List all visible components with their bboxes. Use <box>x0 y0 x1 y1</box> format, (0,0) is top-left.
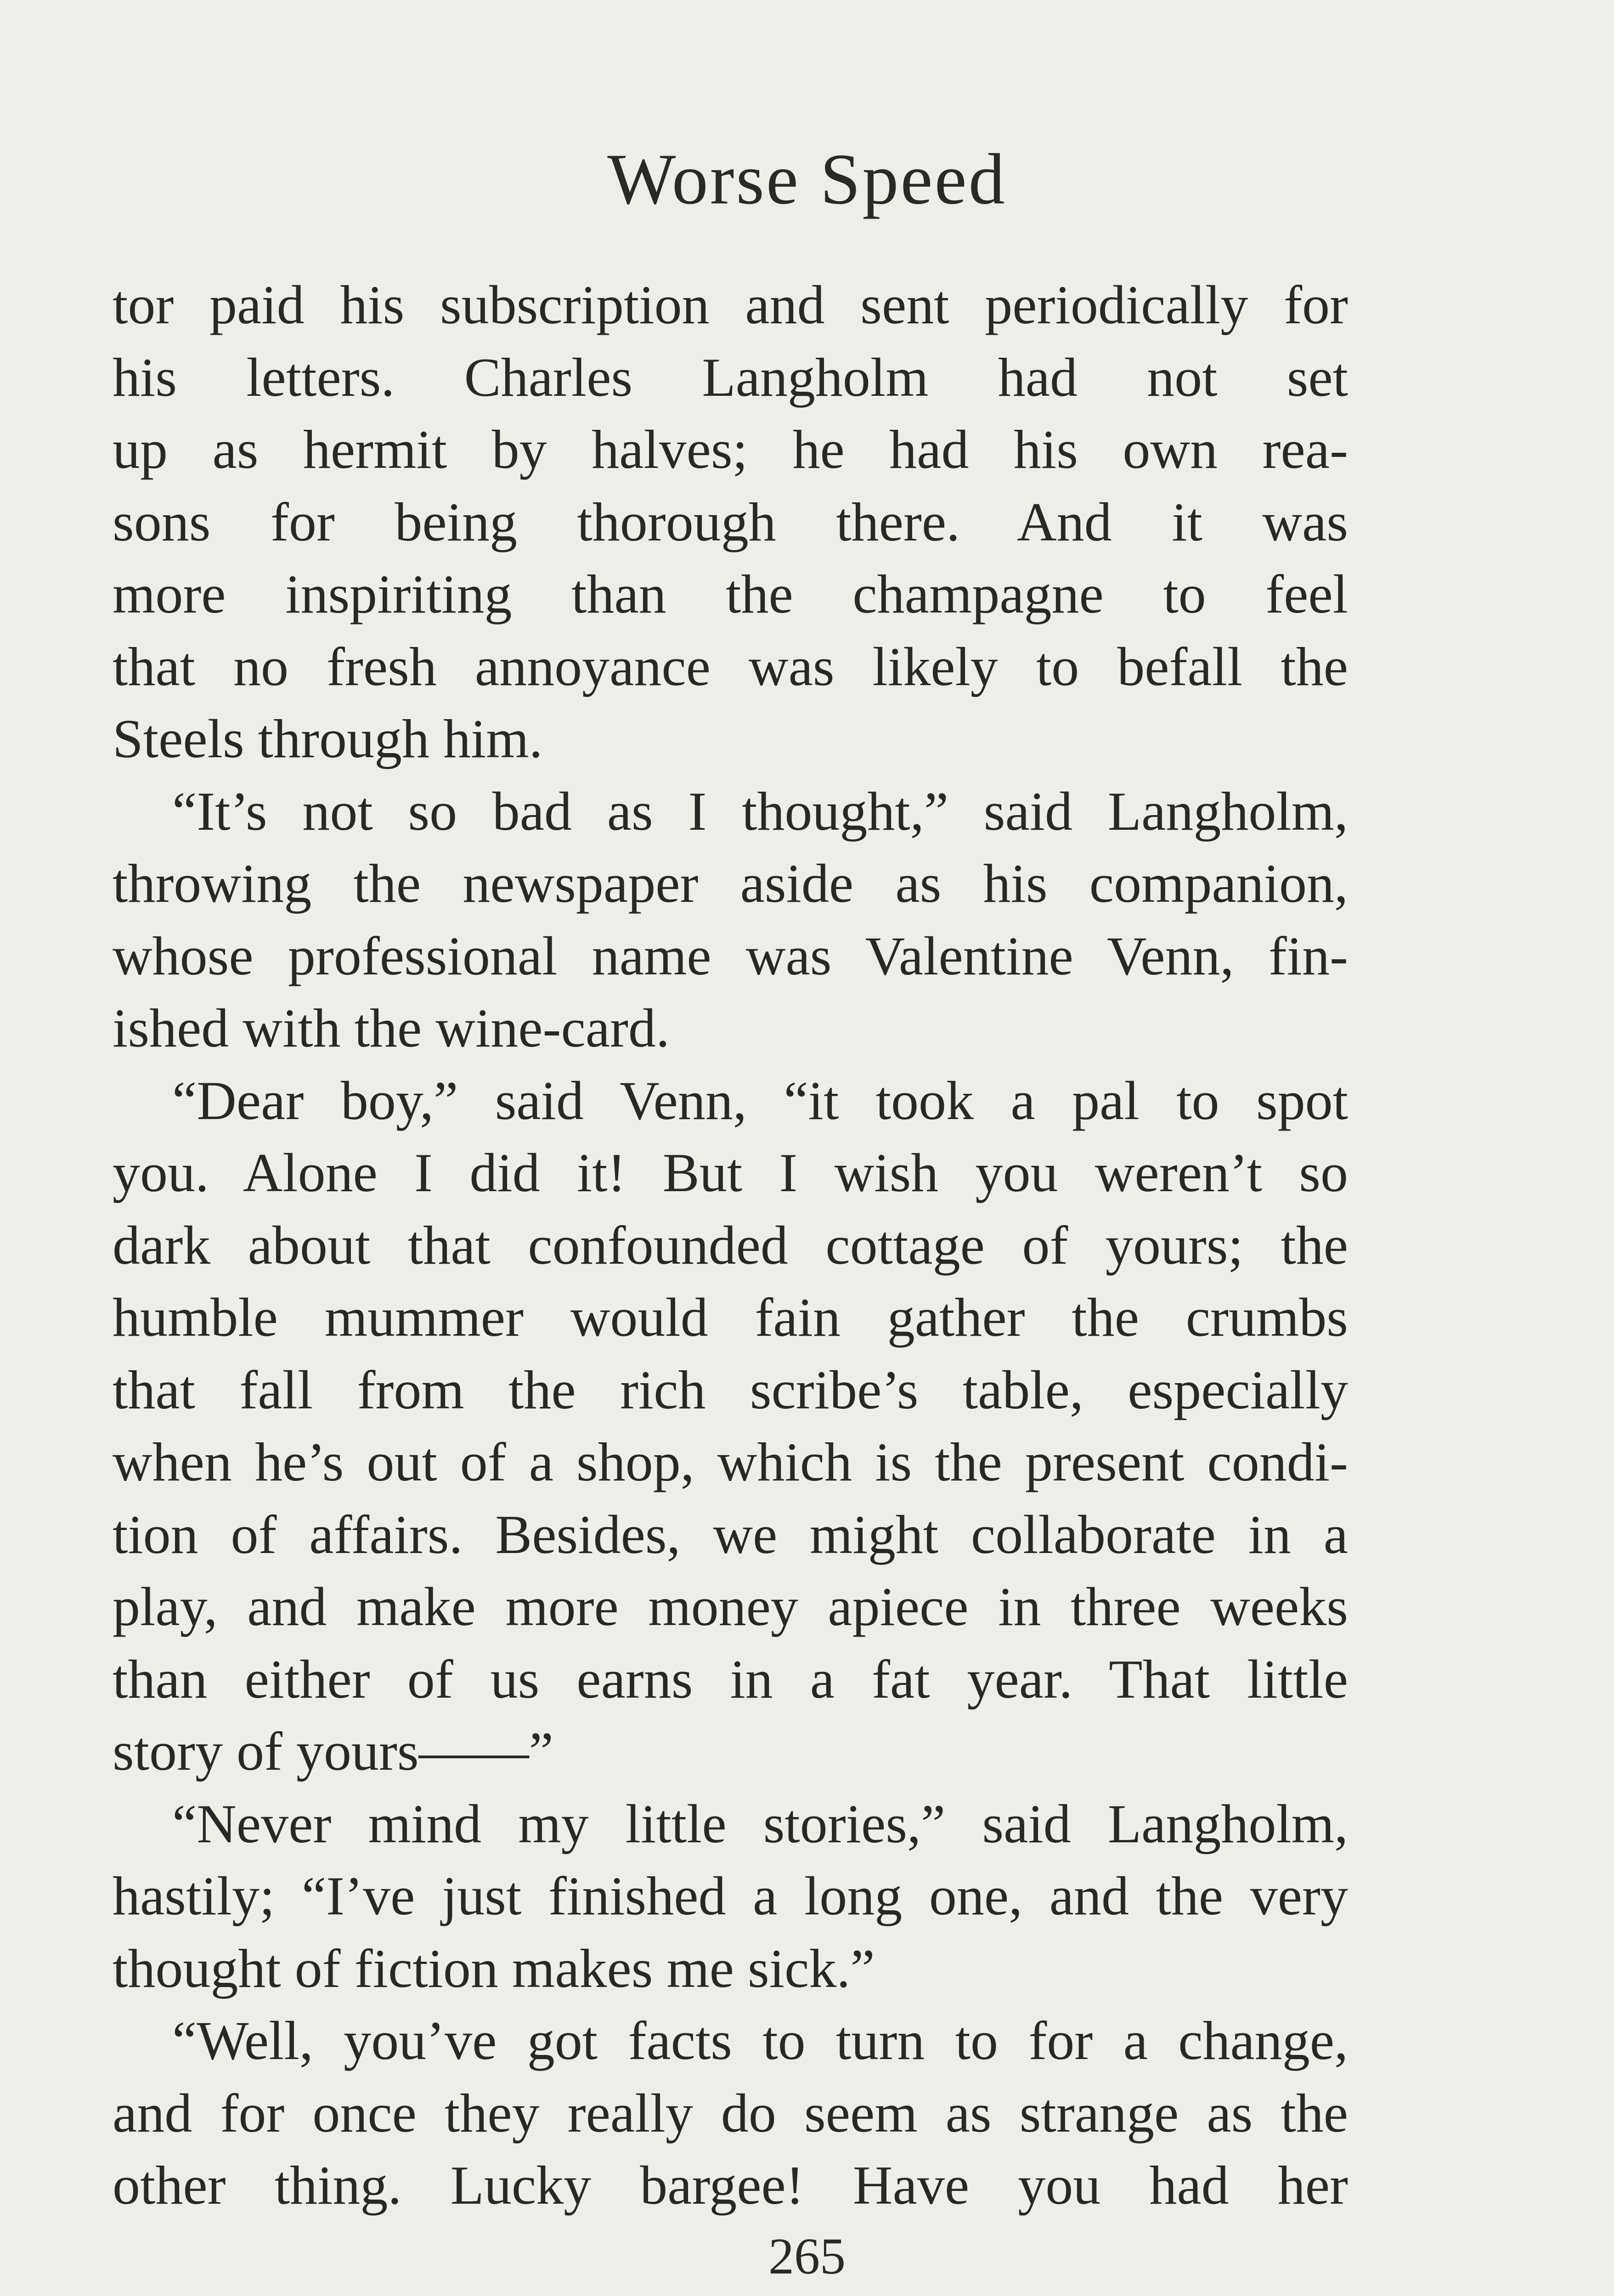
page-number: 265 <box>768 2228 846 2285</box>
text-line: “Well, you’ve got facts to turn to for a change, <box>172 2010 1348 2071</box>
text-line: “It’s not so bad as I thought,” said Langholm, <box>172 780 1348 842</box>
text-line: up as hermit by halves; he had his own rea- <box>113 419 1348 480</box>
text-line: that no fresh annoyance was likely to befall the <box>113 636 1348 697</box>
text-line: hastily; “I’ve just finished a long one, and the very <box>113 1865 1348 1926</box>
text-line: sons for being thorough there. And it was <box>113 491 1348 552</box>
body-text <box>113 269 1348 2222</box>
text-line: Steels through him. <box>113 708 543 769</box>
text-line: that fall from the rich scribe’s table, especially <box>113 1359 1348 1420</box>
text-line: ished with the wine-card. <box>113 997 670 1058</box>
text-line: other thing. Lucky bargee! Have you had her <box>113 2155 1348 2216</box>
text-line: tion of affairs. Besides, we might collaborate in a <box>113 1503 1348 1565</box>
text-line: more inspiriting than the champagne to feel <box>113 563 1348 625</box>
text-line: whose professional name was Valentine Venn, fin- <box>113 925 1348 986</box>
text-line: his letters. Charles Langholm had not set <box>113 346 1348 408</box>
text-line: “Never mind my little stories,” said Langholm, <box>172 1793 1348 1854</box>
text-line: when he’s out of a shop, which is the present condi- <box>113 1431 1348 1492</box>
text-line: tor paid his subscription and sent periodically for <box>113 274 1348 335</box>
text-line: throwing the newspaper aside as his companion, <box>113 853 1348 914</box>
text-line: play, and make more money apiece in three weeks <box>113 1576 1348 1637</box>
text-line: humble mummer would fain gather the crumbs <box>113 1287 1348 1348</box>
text-line: and for once they really do seem as strange as the <box>113 2082 1348 2144</box>
text-line: “Dear boy,” said Venn, “it took a pal to spot <box>172 1069 1348 1131</box>
running-head: Worse Speed <box>607 139 1007 219</box>
text-line: you. Alone I did it! But I wish you weren’t so <box>113 1142 1348 1203</box>
text-line: thought of fiction makes me sick.” <box>113 1937 875 1999</box>
text-line: story of yours——” <box>113 1721 553 1782</box>
text-line: dark about that confounded cottage of yours; the <box>113 1214 1348 1276</box>
text-line: than either of us earns in a fat year. That little <box>113 1648 1348 1710</box>
